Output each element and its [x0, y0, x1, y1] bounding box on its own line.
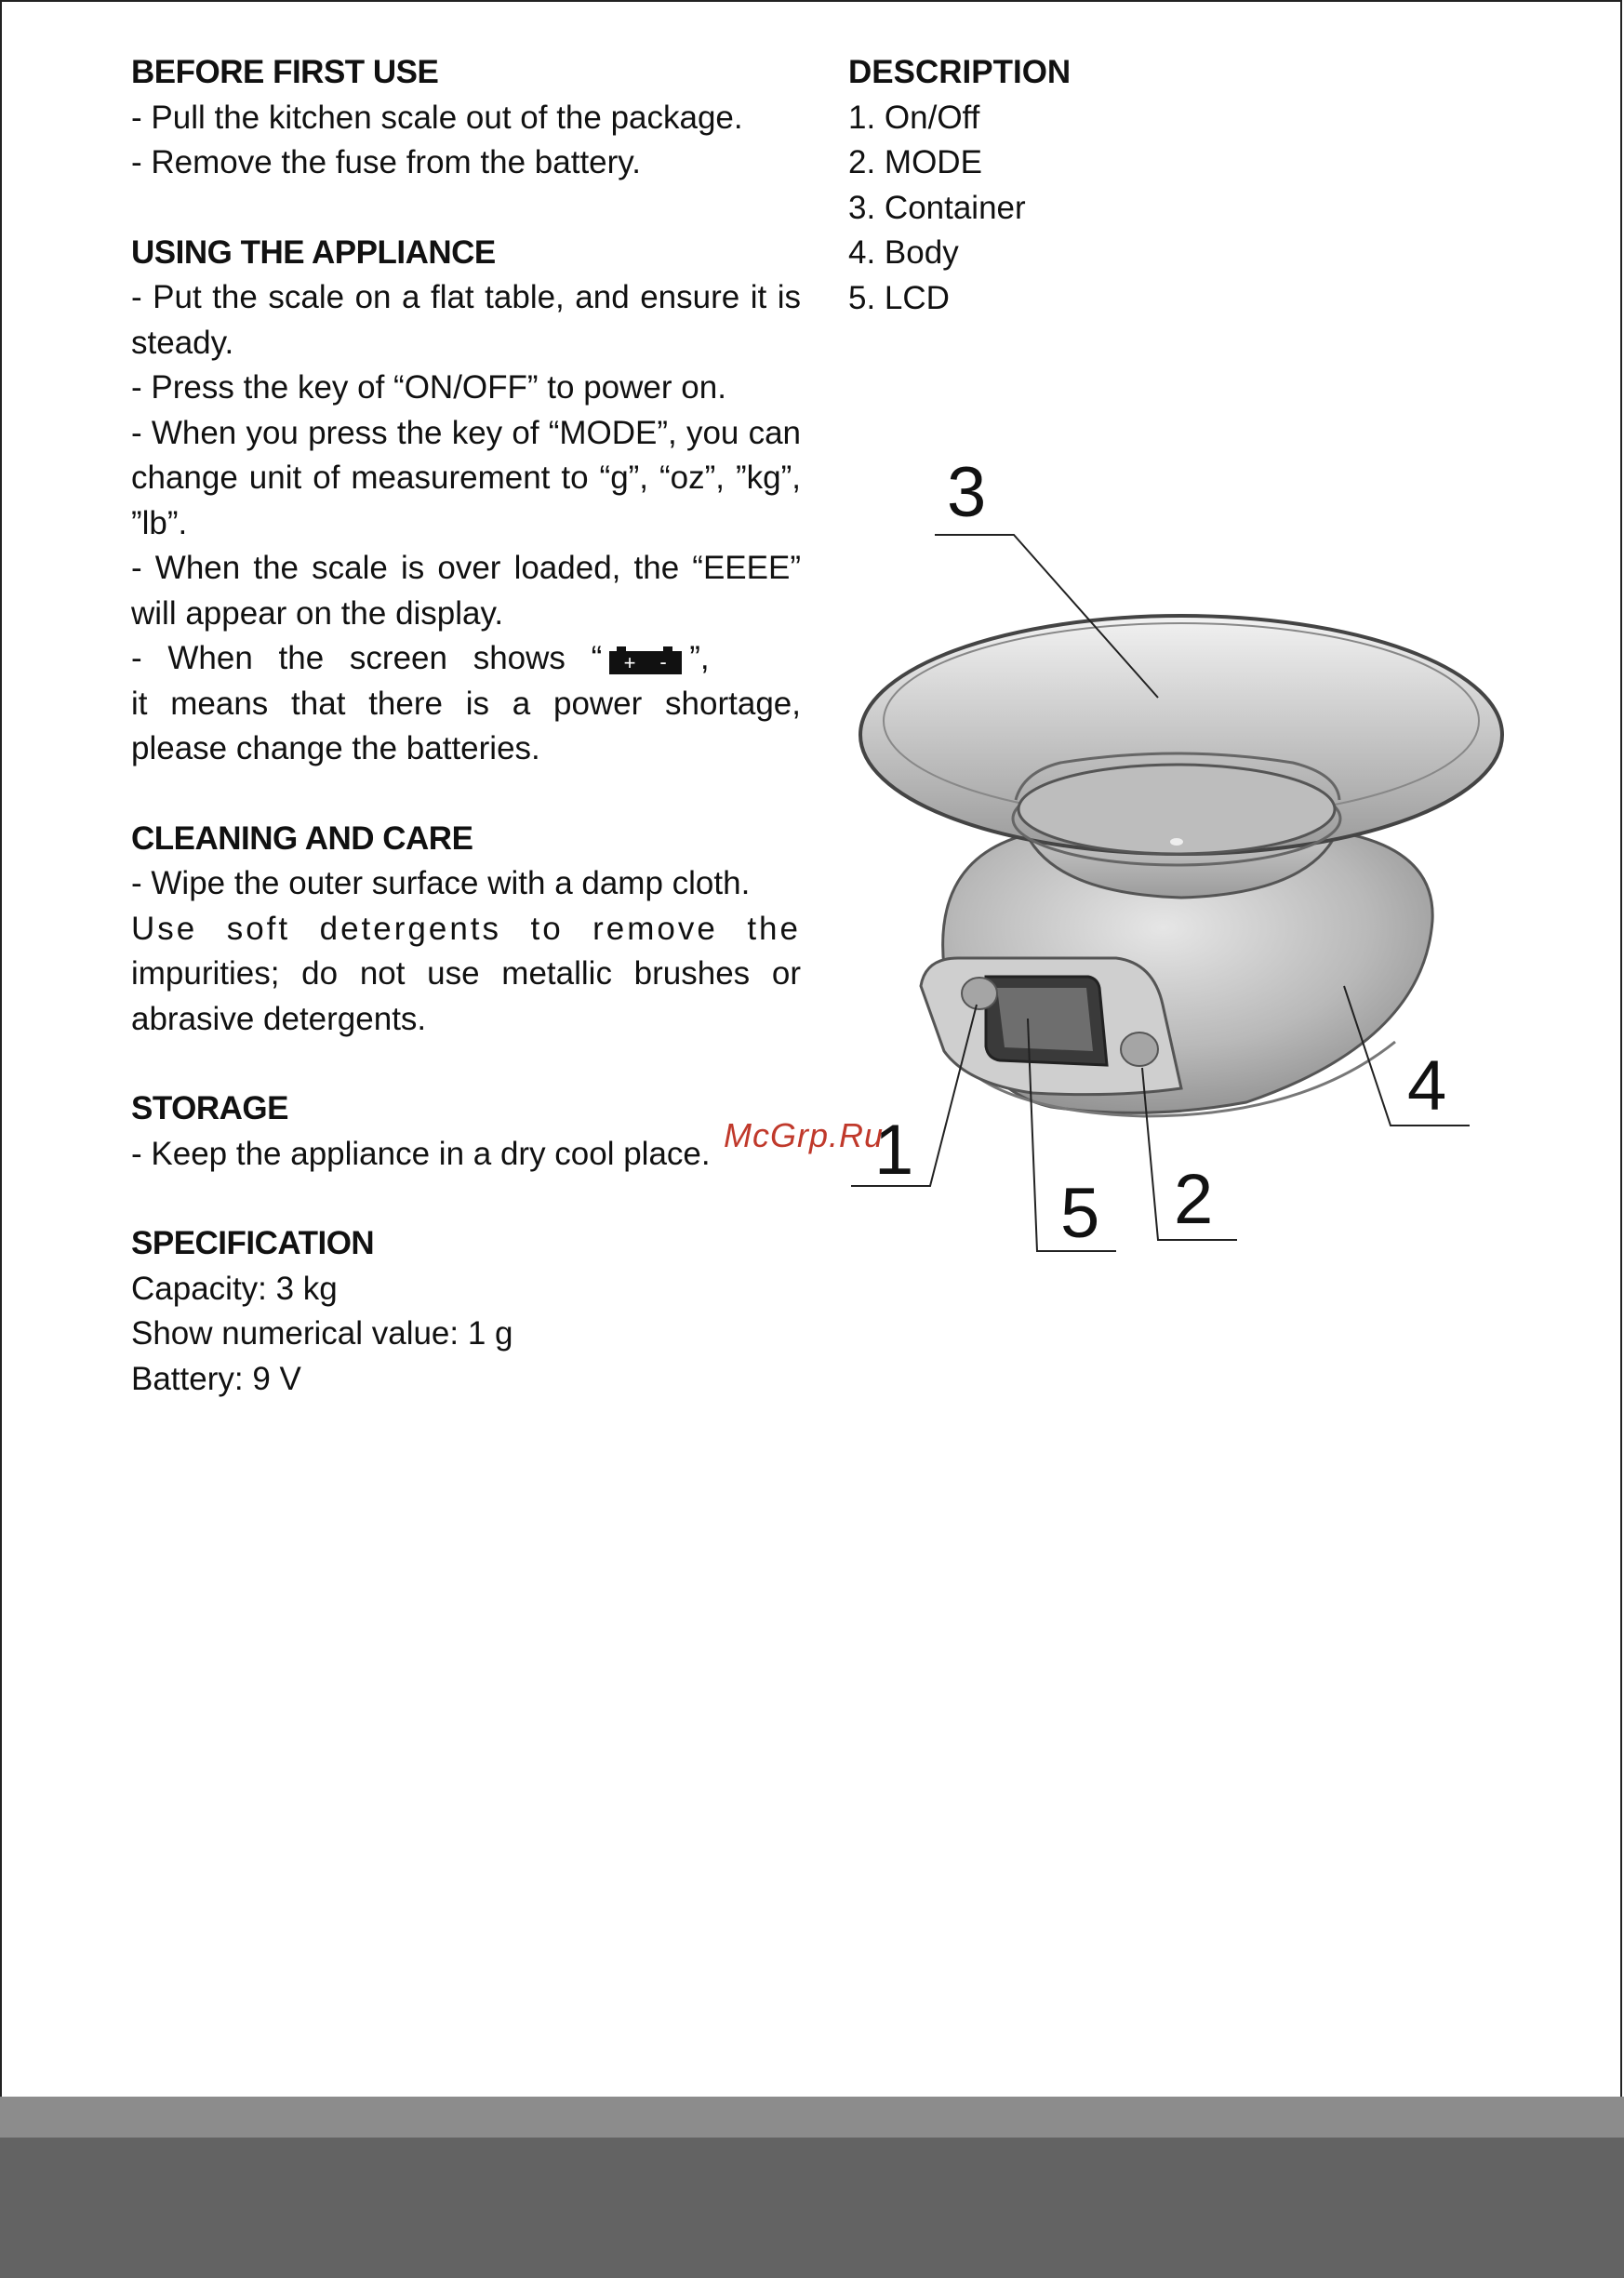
section-title: USING THE APPLIANCE [131, 233, 496, 271]
scale-container [860, 616, 1502, 898]
callout-1: 1 [874, 1111, 914, 1190]
battery-line [131, 636, 801, 682]
mode-button [1121, 1032, 1158, 1066]
watermark: McGrp.Ru [724, 1116, 885, 1154]
callout-4: 4 [1407, 1046, 1447, 1126]
text-line: - Wipe the outer surface with a damp cloth. [131, 865, 751, 901]
spec-numerical-value: Show numerical value: 1 g [131, 1315, 513, 1352]
description-title: DESCRIPTION [848, 54, 1072, 90]
lcd-display [986, 977, 1107, 1065]
text-line: - When the scale is over loaded, the “EEEE” will appear on the display. [131, 550, 801, 632]
section-using-the-appliance [131, 231, 801, 772]
description-item: 1. On/Off [848, 99, 980, 136]
section-title: BEFORE FIRST USE [131, 54, 439, 90]
battery-line-end: ”, [689, 640, 710, 676]
section-title: CLEANING AND CARE [131, 819, 473, 857]
section-specification [131, 1221, 801, 1402]
spec-capacity: Capacity: 3 kg [131, 1270, 338, 1307]
section-storage [131, 1086, 801, 1177]
text-line: impurities; do not use metallic brushes or abrasive detergents. [131, 955, 801, 1037]
text-line: - When you press the key of “MODE”, you can change unit of measurement to “g”, “oz”, ”kg”, ”lb”. [131, 414, 801, 541]
callout-2: 2 [1174, 1160, 1214, 1239]
section-title: SPECIFICATION [131, 1225, 375, 1261]
text-line: it means that there is a power shortage, please change the batteries. [131, 685, 801, 766]
text-line: - Put the scale on a flat table, and ensure it is steady. [131, 279, 801, 361]
battery-plus: + [623, 650, 636, 674]
right-column [848, 50, 1499, 321]
description-item: 3. Container [848, 189, 1026, 226]
footer-band-dark [0, 2138, 1624, 2278]
battery-icon [609, 646, 682, 674]
left-column [131, 50, 801, 1446]
text-line: - Pull the kitchen scale out of the package. [131, 99, 743, 136]
description-item: 4. Body [848, 234, 959, 271]
description-item: 2. MODE [848, 144, 982, 180]
callout-5: 5 [1060, 1174, 1100, 1253]
section-cleaning-and-care [131, 817, 801, 1043]
text-line: - Keep the appliance in a dry cool place. [131, 1135, 711, 1172]
callout-3: 3 [947, 453, 987, 532]
spec-battery: Battery: 9 V [131, 1360, 301, 1397]
kitchen-scale-illustration [837, 437, 1525, 1274]
battery-minus: - [659, 649, 667, 673]
on-off-button [962, 978, 997, 1009]
footer-band-light [0, 2097, 1624, 2138]
text-line: - Remove the fuse from the battery. [131, 144, 641, 180]
description-list [848, 96, 1499, 322]
battery-line-start: - When the screen shows “ [131, 640, 603, 676]
section-before-first-use [131, 50, 801, 186]
description-item: 5. LCD [848, 279, 950, 316]
text-line: - Press the key of “ON/OFF” to power on. [131, 369, 726, 406]
section-title: STORAGE [131, 1090, 288, 1126]
text-line: Use soft detergents to remove the [131, 910, 801, 947]
